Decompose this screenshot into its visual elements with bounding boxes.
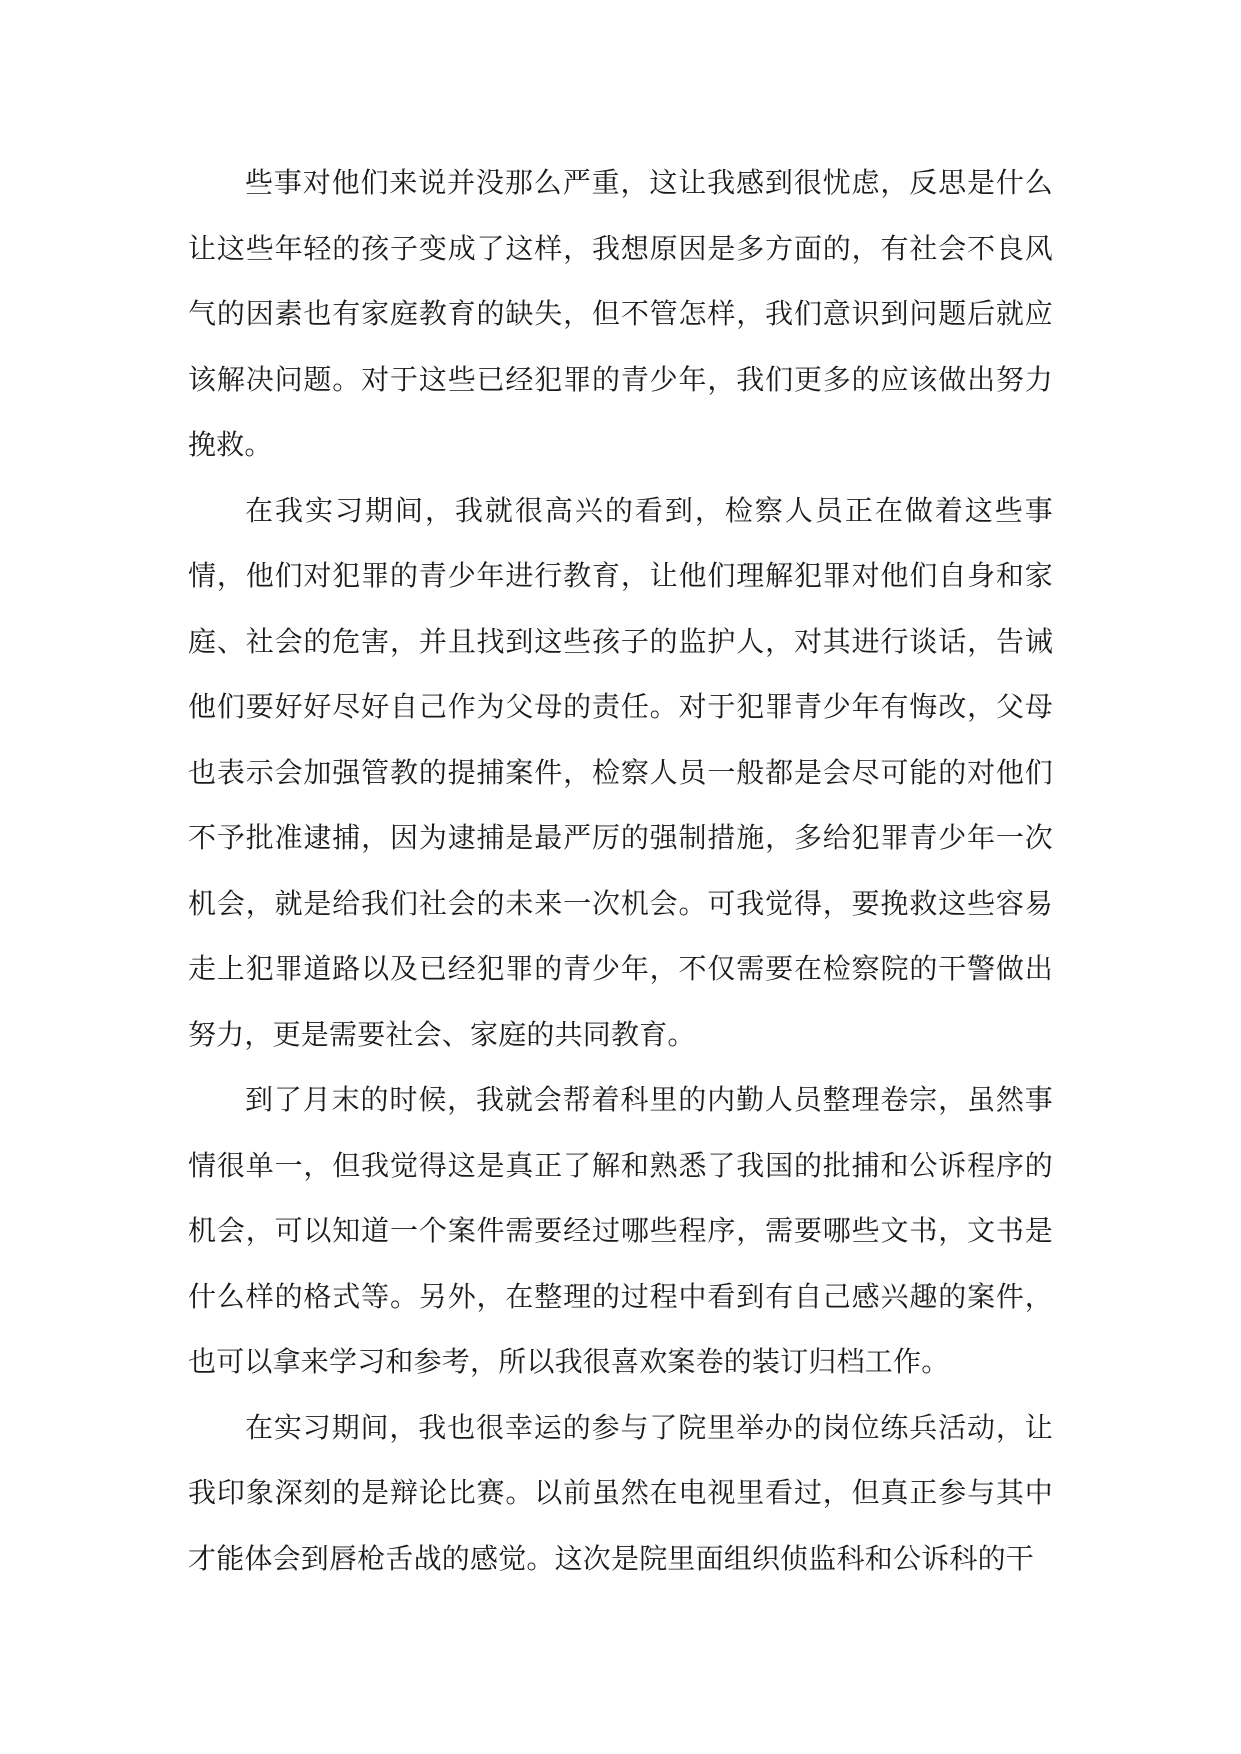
paragraph-4: 在实习期间，我也很幸运的参与了院里举办的岗位练兵活动，让我印象深刻的是辩论比赛。以前虽然在电视里看过，但真正参与其中才能体会到唇枪舌战的感觉。这次是院里面组织侦监科和公诉科的干 <box>188 1410 1053 1575</box>
paragraph-3: 到了月末的时候，我就会帮着科里的内勤人员整理卷宗，虽然事情很单一，但我觉得这是真正了解和熟悉了我国的批捕和公诉程序的机会，可以知道一个案件需要经过哪些程序，需要哪些文书，文书是什么样的格式等。另外，在整理的过程中看到有自己感兴趣的案件，也可以拿来学习和参考，所以我很喜欢案卷的装订归档工作。 <box>188 1083 1053 1378</box>
paragraph-1: 些事对他们来说并没那么严重，这让我感到很忧虑，反思是什么让这些年轻的孩子变成了这样，我想原因是多方面的，有社会不良风气的因素也有家庭教育的缺失，但不管怎样，我们意识到问题后就应该解决问题。对于这些已经犯罪的青少年，我们更多的应该做出努力挽救。 <box>188 166 1053 461</box>
document-body <box>188 150 1053 1591</box>
paragraph-2: 在我实习期间，我就很高兴的看到，检察人员正在做着这些事情，他们对犯罪的青少年进行教育，让他们理解犯罪对他们自身和家庭、社会的危害，并且找到这些孩子的监护人，对其进行谈话，告诫他们要好好尽好自己作为父母的责任。对于犯罪青少年有悔改，父母也表示会加强管教的提捕案件，检察人员一般都是会尽可能的对他们不予批准逮捕，因为逮捕是最严厉的强制措施，多给犯罪青少年一次机会，就是给我们社会的未来一次机会。可我觉得，要挽救这些容易走上犯罪道路以及已经犯罪的青少年，不仅需要在检察院的干警做出努力，更是需要社会、家庭的共同教育。 <box>188 493 1053 1051</box>
